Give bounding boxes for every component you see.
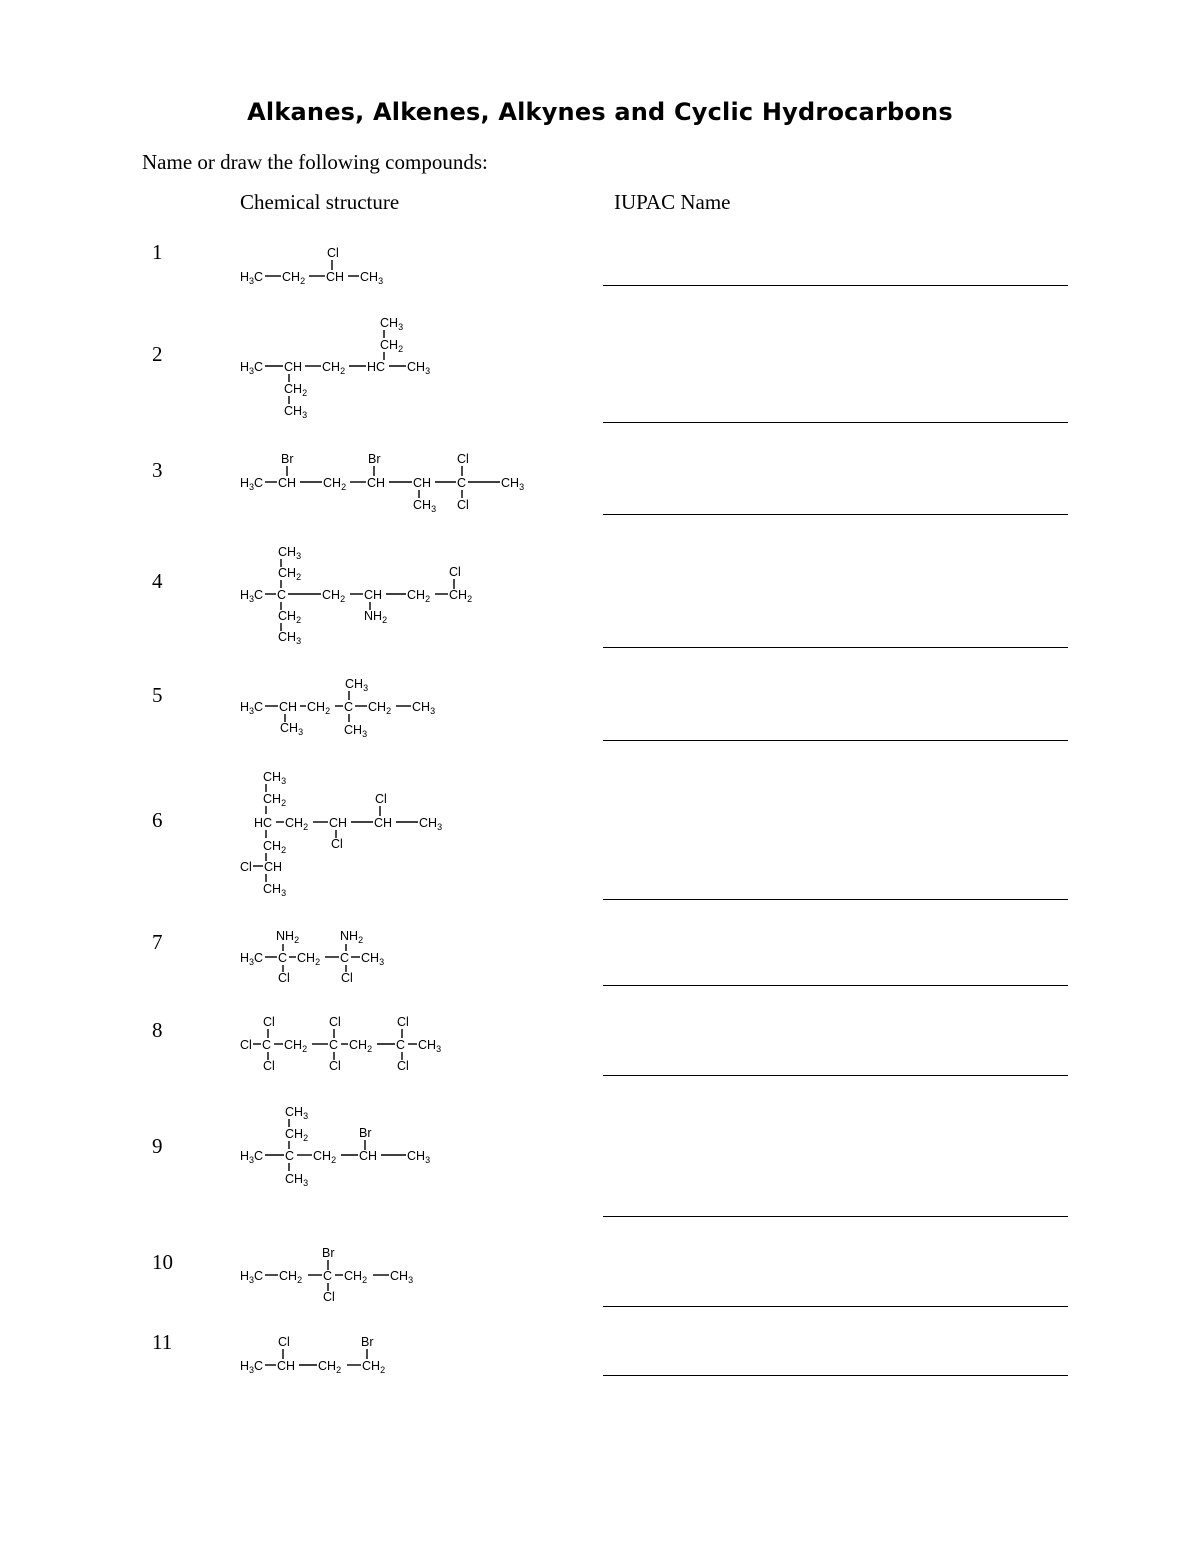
svg-text:C: C <box>457 476 467 490</box>
svg-text:CH2: $CH_2$ <box>284 1038 308 1054</box>
svg-text:CH2: $CH_2$ <box>307 700 331 716</box>
svg-text:C: C <box>344 700 354 714</box>
svg-text:CH: CH <box>374 816 393 830</box>
svg-text:Br: Br <box>359 1126 372 1140</box>
svg-text:CH: CH <box>278 476 297 490</box>
svg-text:CH: CH <box>264 860 283 874</box>
svg-text:NH2: $NH_2$ <box>340 929 364 945</box>
svg-text:HC: HC <box>254 816 273 830</box>
column-header-structure: Chemical structure <box>240 190 400 214</box>
svg-text:H3C: $H_3C$ <box>240 951 264 967</box>
svg-text:CH2: $CH_2$ <box>449 588 473 604</box>
svg-text:Cl: Cl <box>375 792 387 806</box>
svg-text:CH3: $CH_3$ <box>407 1149 431 1165</box>
svg-text:H3C: $H_3C$ <box>240 1359 264 1375</box>
svg-text:CH3: $CH_3$ <box>380 316 404 332</box>
svg-text:CH: CH <box>367 476 386 490</box>
svg-text:CH3: $CH_3$ <box>263 770 287 786</box>
svg-text:CH2: $CH_2$ <box>368 700 392 716</box>
svg-text:Cl: Cl <box>397 1059 409 1073</box>
svg-text:CH: CH <box>364 588 383 602</box>
svg-text:CH3: $CH_3$ <box>344 723 368 739</box>
svg-text:CH3: $CH_3$ <box>284 404 308 420</box>
instructions: Name or draw the following compounds: <box>142 150 488 174</box>
svg-text:Cl: Cl <box>323 1290 335 1304</box>
svg-text:CH2: $CH_2$ <box>344 1269 368 1285</box>
svg-text:CH3: $CH_3$ <box>390 1269 414 1285</box>
svg-text:CH2: $CH_2$ <box>323 476 347 492</box>
svg-text:Cl: Cl <box>240 1038 252 1052</box>
svg-text:C: C <box>340 951 350 965</box>
svg-text:CH3: $CH_3$ <box>263 882 287 898</box>
svg-text:CH: CH <box>284 360 303 374</box>
svg-text:CH2: $CH_2$ <box>282 270 306 286</box>
structure-10 <box>240 1246 413 1304</box>
svg-text:CH3: $CH_3$ <box>278 630 302 646</box>
structure-4 <box>240 545 472 646</box>
structure-2 <box>240 316 430 420</box>
svg-text:CH3: $CH_3$ <box>412 700 436 716</box>
item-number: 4 <box>152 569 163 593</box>
svg-text:CH3: $CH_3$ <box>345 677 369 693</box>
svg-text:Cl: Cl <box>397 1015 409 1029</box>
svg-text:CH2: $CH_2$ <box>407 588 431 604</box>
svg-text:NH2: $NH_2$ <box>276 929 300 945</box>
svg-text:CH3: $CH_3$ <box>285 1105 309 1121</box>
svg-text:H3C: $H_3C$ <box>240 588 264 604</box>
svg-text:CH: CH <box>326 270 345 284</box>
svg-text:H3C: $H_3C$ <box>240 270 264 286</box>
svg-text:H3C: $H_3C$ <box>240 1149 264 1165</box>
svg-text:CH2: $CH_2$ <box>380 338 404 354</box>
svg-text:Br: Br <box>361 1335 374 1349</box>
svg-text:CH3: $CH_3$ <box>280 721 304 737</box>
svg-text:C: C <box>277 588 287 602</box>
item-number: 5 <box>152 683 163 707</box>
svg-text:CH2: $CH_2$ <box>263 839 287 855</box>
svg-text:Cl: Cl <box>457 498 469 512</box>
svg-text:Cl: Cl <box>449 565 461 579</box>
item-number: 3 <box>152 458 163 482</box>
svg-text:CH: CH <box>359 1149 378 1163</box>
svg-text:Cl: Cl <box>341 971 353 985</box>
column-header-iupac-name: IUPAC Name <box>614 190 731 214</box>
svg-text:C: C <box>323 1269 333 1283</box>
svg-text:CH2: $CH_2$ <box>297 951 321 967</box>
svg-text:CH2: $CH_2$ <box>279 1269 303 1285</box>
svg-text:C: C <box>396 1038 406 1052</box>
structure-5 <box>240 677 435 739</box>
svg-text:Br: Br <box>322 1246 335 1260</box>
svg-text:CH3: $CH_3$ <box>278 545 302 561</box>
svg-text:Br: Br <box>368 452 381 466</box>
item-number: 1 <box>152 240 163 264</box>
structure-11 <box>240 1335 385 1375</box>
structure-8 <box>240 1015 441 1073</box>
svg-text:CH2: $CH_2$ <box>263 792 287 808</box>
svg-text:Cl: Cl <box>329 1059 341 1073</box>
svg-text:CH3: $CH_3$ <box>413 498 437 514</box>
svg-text:CH3: $CH_3$ <box>418 1038 442 1054</box>
svg-text:CH: CH <box>277 1359 296 1373</box>
svg-text:CH3: $CH_3$ <box>419 816 443 832</box>
item-number: 9 <box>152 1134 163 1158</box>
item-number: 6 <box>152 808 163 832</box>
svg-text:Cl: Cl <box>278 971 290 985</box>
svg-text:CH2: $CH_2$ <box>313 1149 337 1165</box>
svg-text:CH2: $CH_2$ <box>285 1127 309 1143</box>
svg-text:Cl: Cl <box>263 1059 275 1073</box>
svg-text:CH3: $CH_3$ <box>501 476 525 492</box>
svg-text:CH3: $CH_3$ <box>407 360 431 376</box>
svg-text:H3C: $H_3C$ <box>240 476 264 492</box>
svg-text:Cl: Cl <box>329 1015 341 1029</box>
svg-text:CH: CH <box>413 476 432 490</box>
svg-text:CH2: $CH_2$ <box>322 360 346 376</box>
svg-text:C: C <box>285 1149 295 1163</box>
item-number: 8 <box>152 1018 163 1042</box>
svg-text:Cl: Cl <box>240 860 252 874</box>
svg-text:H3C: $H_3C$ <box>240 700 264 716</box>
svg-text:CH3: $CH_3$ <box>360 270 384 286</box>
structure-1 <box>240 246 383 286</box>
svg-text:C: C <box>278 951 288 965</box>
structure-7 <box>240 929 384 985</box>
svg-text:CH2: $CH_2$ <box>362 1359 386 1375</box>
svg-text:HC: HC <box>367 360 386 374</box>
page-title: Alkanes, Alkenes, Alkynes and Cyclic Hydrocarbons <box>247 98 953 126</box>
svg-text:CH3: $CH_3$ <box>361 951 385 967</box>
item-number: 2 <box>152 342 163 366</box>
svg-text:CH: CH <box>279 700 298 714</box>
structure-9 <box>240 1105 430 1188</box>
svg-text:CH2: $CH_2$ <box>285 816 309 832</box>
svg-text:C: C <box>262 1038 272 1052</box>
svg-text:CH: CH <box>329 816 348 830</box>
svg-text:CH2: $CH_2$ <box>318 1359 342 1375</box>
svg-text:NH2: $NH_2$ <box>364 609 388 625</box>
structure-3 <box>240 452 524 514</box>
svg-text:CH2: $CH_2$ <box>322 588 346 604</box>
svg-text:Br: Br <box>281 452 294 466</box>
structure-6 <box>240 770 442 898</box>
svg-text:Cl: Cl <box>457 452 469 466</box>
svg-text:H3C: $H_3C$ <box>240 1269 264 1285</box>
svg-text:CH2: $CH_2$ <box>349 1038 373 1054</box>
svg-text:C: C <box>329 1038 339 1052</box>
svg-text:CH3: $CH_3$ <box>285 1172 309 1188</box>
svg-text:H3C: $H_3C$ <box>240 360 264 376</box>
svg-text:Cl: Cl <box>331 837 343 851</box>
svg-text:Cl: Cl <box>278 1335 290 1349</box>
svg-text:CH2: $CH_2$ <box>278 566 302 582</box>
item-number: 11 <box>152 1330 173 1354</box>
svg-text:Cl: Cl <box>263 1015 275 1029</box>
item-number: 10 <box>152 1250 173 1274</box>
svg-text:CH2: $CH_2$ <box>284 382 308 398</box>
item-number: 7 <box>152 930 163 954</box>
svg-text:CH2: $CH_2$ <box>278 609 302 625</box>
svg-text:Cl: Cl <box>327 246 339 260</box>
